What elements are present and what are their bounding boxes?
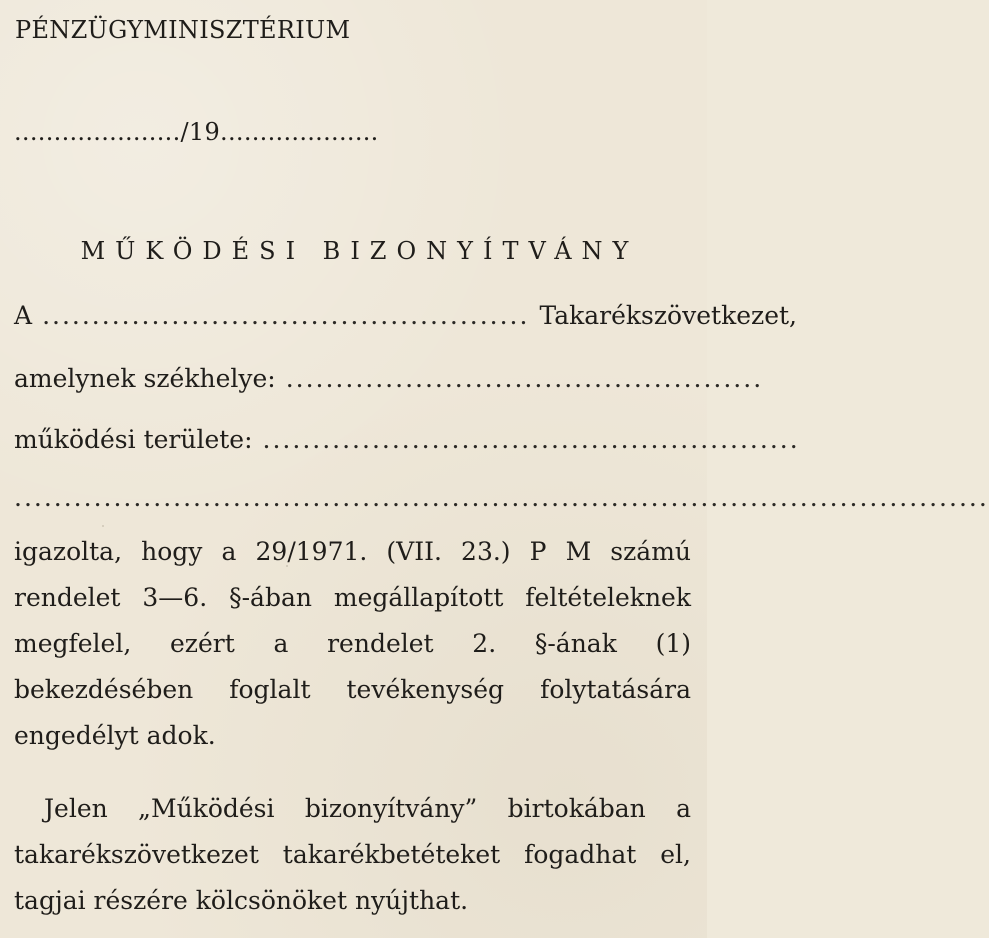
headquarters-line (14, 364, 764, 394)
paper-speck (286, 565, 288, 567)
headquarters-dots: ................................................ (285, 364, 764, 393)
continuation-line (14, 483, 989, 513)
cooperative-name-line (14, 301, 797, 331)
certification-paragraph: igazolta, hogy a 29/1971. (VII. 23.) P M számú rendelet 3—6. §-ában megállapított feltételeknek megfelel, ezért a rendelet 2. §-ának (1) bekezdésében foglalt tevékenység folytatására engedélyt adok. (14, 537, 691, 750)
reference-number: ...................../19.................... (14, 118, 379, 146)
operating-area-line (14, 425, 800, 455)
permission-paragraph: Jelen „Működési bizonyítvány” birtokában a takarékszövetkezet takarékbetéteket fogadhat el, tagjai részére kölcsönöket nyújthat. (14, 794, 691, 915)
headquarters-label: amelynek székhelye: (14, 364, 276, 393)
cooperative-prefix: A (14, 301, 33, 330)
continuation-dots: .................................................................................................. (14, 483, 989, 512)
cooperative-suffix: Takarékszövetkezet, (539, 301, 797, 330)
operating-area-dots: ...................................................... (262, 425, 800, 454)
cooperative-name-dots: ................................................. (42, 301, 530, 330)
operating-area-label: működési területe: (14, 425, 253, 454)
paper-speck (102, 525, 104, 527)
ministry-heading: PÉNZÜGYMINISZTÉRIUM (15, 16, 351, 44)
document-title: MŰKÖDÉSI BIZONYÍTVÁNY (80, 237, 639, 265)
